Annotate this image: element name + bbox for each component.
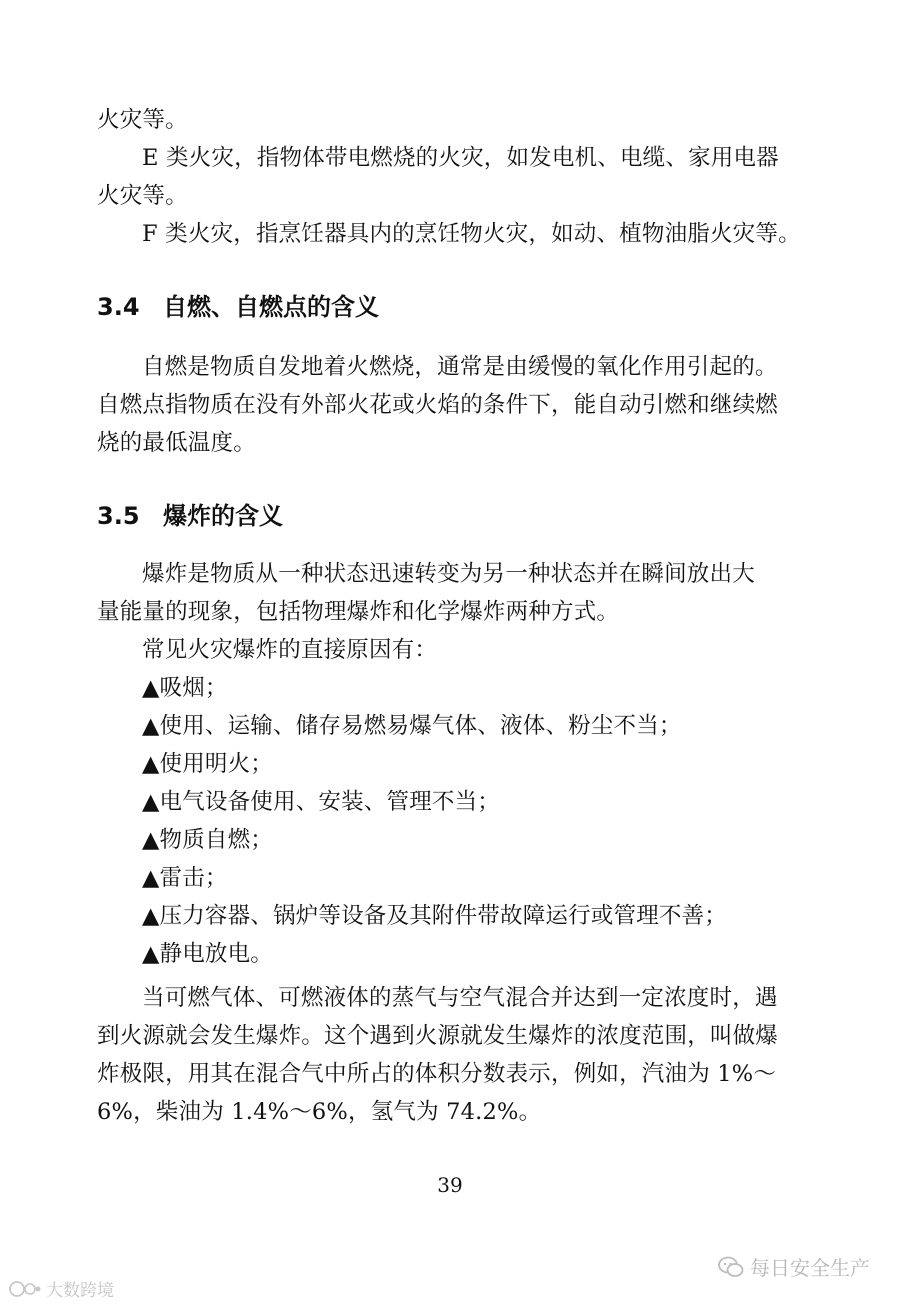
page-number: 39 bbox=[437, 1173, 463, 1197]
text-line: 常见火灾爆炸的直接原因有： bbox=[142, 637, 438, 663]
bullet-item: ▲压力容器、锅炉等设备及其附件带故障运行或管理不善； bbox=[142, 903, 728, 929]
text-line: 火灾等。 bbox=[97, 107, 188, 133]
section-title: 爆炸的含义 bbox=[163, 502, 283, 530]
text-line: F 类火灾，指烹饪器具内的烹饪物火灾，如动、植物油脂火灾等。 bbox=[142, 221, 801, 247]
text-line: 自燃点指物质在没有外部火花或火焰的条件下，能自动引燃和继续燃 bbox=[97, 392, 779, 418]
text-line: 自燃是物质自发地着火燃烧，通常是由缓慢的氧化作用引起的。 bbox=[142, 354, 778, 380]
watermark-right bbox=[718, 1252, 870, 1281]
text-line: 到火源就会发生爆炸。这个遇到火源就发生爆炸的浓度范围，叫做爆 bbox=[97, 1023, 779, 1049]
section-heading bbox=[97, 291, 379, 323]
bullet-item: ▲雷击； bbox=[142, 865, 228, 891]
text-line: 量能量的现象，包括物理爆炸和化学爆炸两种方式。 bbox=[97, 599, 620, 625]
bullet-item: ▲静电放电。 bbox=[142, 941, 274, 967]
section-number: 3.5 bbox=[97, 502, 140, 530]
watermark-left bbox=[8, 1276, 114, 1301]
text-line: 火灾等。 bbox=[97, 183, 188, 209]
text-line: 炸极限，用其在混合气中所占的体积分数表示，例如，汽油为 1%～ bbox=[97, 1061, 777, 1087]
text-line: E 类火灾，指物体带电燃烧的火灾，如发电机、电缆、家用电器 bbox=[142, 145, 779, 171]
section-title: 自燃、自燃点的含义 bbox=[163, 293, 379, 321]
watermark-text: 每日安全生产 bbox=[750, 1256, 870, 1280]
text-line: 烧的最低温度。 bbox=[97, 430, 256, 456]
text-line: 6%，柴油为 1.4%～6%，氢气为 74.2%。 bbox=[97, 1099, 542, 1125]
bullet-item: ▲使用明火； bbox=[142, 751, 274, 777]
section-heading bbox=[97, 500, 283, 532]
bullet-item: ▲使用、运输、储存易燃易爆气体、液体、粉尘不当； bbox=[142, 713, 682, 739]
brand-logo-icon bbox=[8, 1280, 42, 1298]
watermark-text: 大数跨境 bbox=[46, 1281, 114, 1301]
bullet-item: ▲吸烟； bbox=[142, 675, 228, 701]
text-line: 爆炸是物质从一种状态迅速转变为另一种状态并在瞬间放出大 bbox=[142, 561, 755, 587]
bullet-item: ▲物质自燃； bbox=[142, 827, 274, 853]
wechat-icon bbox=[718, 1256, 744, 1278]
bullet-item: ▲电气设备使用、安装、管理不当； bbox=[142, 789, 501, 815]
section-number: 3.4 bbox=[97, 293, 140, 321]
text-line: 当可燃气体、可燃液体的蒸气与空气混合并达到一定浓度时，遇 bbox=[142, 985, 778, 1011]
